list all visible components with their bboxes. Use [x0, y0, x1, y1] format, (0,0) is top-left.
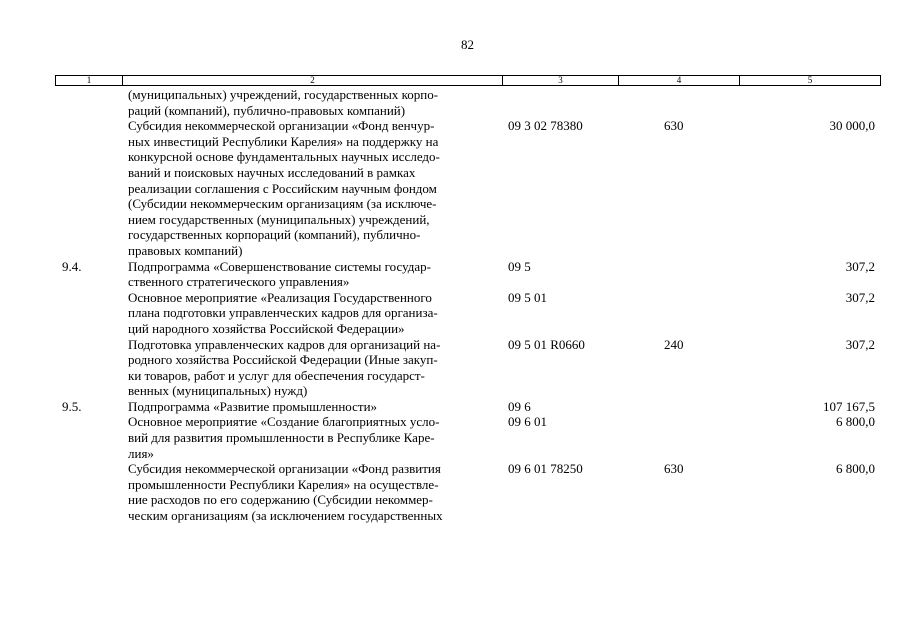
description-line: Основное мероприятие «Реализация Государственного	[128, 289, 432, 305]
description-line: конкурсной основе фундаментальных научных исследо-	[128, 149, 440, 165]
description-line: реализации соглашения с Российским научным фондом	[128, 180, 437, 196]
description-line: Субсидия некоммерческой организации «Фонд венчур-	[128, 118, 435, 134]
description-line: государственных корпораций (компаний), публично-	[128, 227, 421, 243]
description-line: ных инвестиций Республики Карелия» на поддержку на	[128, 133, 439, 149]
row-description	[128, 399, 500, 415]
description-line: ваний и поисковых научных исследований в рамках	[128, 164, 416, 180]
description-line: ческим организациям (за исключением государственных	[128, 508, 443, 524]
budget-code: 09 3 02 78380	[508, 118, 583, 134]
amount: 6 800,0	[836, 461, 875, 477]
amount: 307,2	[845, 289, 875, 305]
description-line: родного хозяйства Российской Федерации (Иные закуп-	[128, 352, 438, 368]
budget-rows	[0, 87, 905, 524]
amount: 30 000,0	[829, 118, 875, 134]
description-line: венных (муниципальных) нужд)	[128, 383, 308, 399]
description-line: плана подготовки управленческих кадров для организа-	[128, 305, 438, 321]
description-line: лия»	[128, 445, 154, 461]
budget-code: 09 6	[508, 398, 531, 414]
budget-code: 09 5 01 R0660	[508, 336, 585, 352]
amount: 107 167,5	[823, 398, 875, 414]
column-header-table	[55, 75, 881, 86]
description-line: ций народного хозяйства Российской Федерации»	[128, 320, 405, 336]
amount: 6 800,0	[836, 414, 875, 430]
description-line: нием государственных (муниципальных) учреждений,	[128, 211, 430, 227]
row-description	[128, 414, 500, 461]
row-description	[128, 337, 500, 399]
description-line: (Субсидии некоммерческим организациям (за исключе-	[128, 196, 437, 212]
description-line: ние расходов по его содержанию (Субсидии некоммер-	[128, 492, 433, 508]
expense-type: 630	[664, 118, 684, 134]
row-number: 9.5.	[62, 398, 82, 414]
description-line: раций (компаний), публично-правовых компаний)	[128, 102, 406, 118]
column-header-5: 5	[740, 76, 881, 86]
table-row	[0, 414, 905, 461]
table-row	[0, 118, 905, 258]
description-line: ственного стратегического управления»	[128, 274, 350, 290]
row-description	[128, 118, 500, 258]
table-row	[0, 399, 905, 415]
row-description	[128, 461, 500, 523]
description-line: Подпрограмма «Совершенствование системы государ-	[128, 258, 431, 274]
column-header-2: 2	[123, 76, 503, 86]
column-header-4: 4	[619, 76, 740, 86]
column-header-row	[56, 76, 881, 86]
row-description	[128, 259, 500, 290]
description-line: Субсидия некоммерческой организации «Фонд развития	[128, 461, 441, 477]
expense-type: 240	[664, 336, 684, 352]
description-line: промышленности Республики Карелия» на осуществле-	[128, 476, 439, 492]
amount: 307,2	[845, 336, 875, 352]
table-row	[0, 87, 905, 118]
row-description	[128, 87, 500, 118]
description-line: Подготовка управленческих кадров для организаций на-	[128, 336, 441, 352]
budget-code: 09 6 01	[508, 414, 547, 430]
description-line: ки товаров, работ и услуг для обеспечения государст-	[128, 367, 425, 383]
row-number: 9.4.	[62, 258, 82, 274]
budget-code: 09 5 01	[508, 289, 547, 305]
description-line: Основное мероприятие «Создание благоприятных усло-	[128, 414, 440, 430]
page-number: 82	[461, 37, 474, 52]
budget-code: 09 5	[508, 258, 531, 274]
column-header-1: 1	[56, 76, 123, 86]
row-description	[128, 290, 500, 337]
table-row	[0, 290, 905, 337]
table-row	[0, 259, 905, 290]
table-row	[0, 461, 905, 523]
table-row	[0, 337, 905, 399]
expense-type: 630	[664, 461, 684, 477]
description-line: Подпрограмма «Развитие промышленности»	[128, 398, 378, 414]
column-header-3: 3	[503, 76, 619, 86]
amount: 307,2	[845, 258, 875, 274]
description-line: вий для развития промышленности в Республике Каре-	[128, 430, 435, 446]
budget-code: 09 6 01 78250	[508, 461, 583, 477]
description-line: правовых компаний)	[128, 242, 243, 258]
description-line: (муниципальных) учреждений, государственных корпо-	[128, 87, 439, 102]
